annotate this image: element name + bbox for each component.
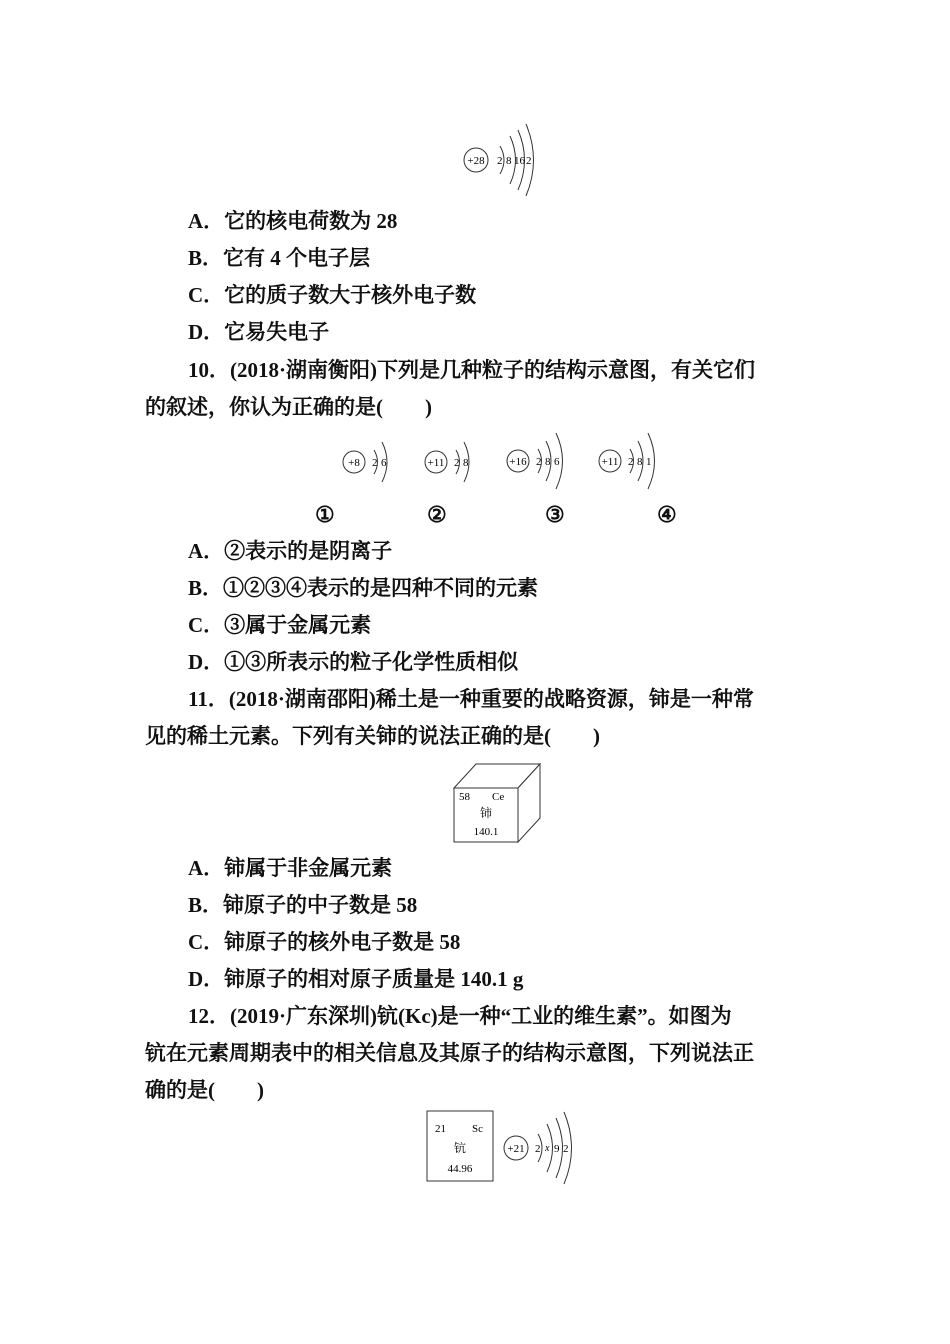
- q10-p4-shell-1: 2: [628, 456, 634, 468]
- q9-shell-3: 16: [514, 155, 525, 167]
- q9-shell-2: 8: [506, 155, 512, 167]
- q11-option-a: A．铈属于非金属元素: [188, 856, 393, 880]
- q10-p3-shell-3: 6: [554, 456, 560, 468]
- q12-element-symbol: Sc: [472, 1123, 483, 1135]
- q12-stem-line1: 12．(2019·广东深圳)钪(Kc)是一种“工业的维生素”。如图为: [188, 1004, 732, 1028]
- q12-atomic-mass: 44.96: [447, 1163, 473, 1175]
- q10-p2-nucleus: +11: [427, 457, 445, 469]
- q10-particle-1-diagram: [338, 434, 408, 490]
- q12-element-name: 钪: [453, 1141, 467, 1155]
- q10-label-2: ②: [427, 502, 447, 527]
- q10-p4-nucleus: +11: [601, 456, 619, 468]
- q11-option-b: B．铈原子的中子数是 58: [188, 893, 418, 917]
- q11-option-d: D．铈原子的相对原子质量是 140.1 g: [188, 967, 524, 991]
- q12-nucleus: +21: [507, 1143, 525, 1155]
- q12-atomic-number: 21: [435, 1123, 446, 1135]
- q10-p4-shell-2: 8: [637, 456, 643, 468]
- q10-particle-3-diagram: [502, 430, 582, 492]
- q12-shell-3: 9: [554, 1143, 560, 1155]
- q10-stem-line2: 的叙述，你认为正确的是( ): [145, 395, 432, 419]
- q9-shell-1: 2: [497, 155, 503, 167]
- q10-label-3: ③: [545, 502, 565, 527]
- q10-p1-shell-2: 6: [381, 457, 387, 469]
- q11-atomic-mass: 140.1: [473, 826, 499, 838]
- q9-nucleus: +28: [467, 155, 485, 167]
- q10-particle-4-diagram: [594, 430, 674, 492]
- q11-stem-line1: 11．(2018·湖南邵阳)稀土是一种重要的战略资源，铈是一种常: [188, 687, 754, 711]
- q11-atomic-number: 58: [459, 791, 470, 803]
- q11-element-cube: [452, 762, 544, 844]
- q10-option-d: D．①③所表示的粒子化学性质相似: [188, 650, 519, 674]
- q12-shell-4: 2: [563, 1143, 569, 1155]
- q9-option-d: D．它易失电子: [188, 320, 330, 344]
- q10-p3-shell-2: 8: [545, 456, 551, 468]
- q10-p3-nucleus: +16: [509, 456, 527, 468]
- q12-shell-1: 2: [535, 1143, 541, 1155]
- q10-particle-2-diagram: [420, 434, 490, 490]
- q10-p2-shell-2: 8: [463, 457, 469, 469]
- q10-option-a: A．②表示的是阴离子: [188, 539, 393, 563]
- q9-option-a: A．它的核电荷数为 28: [188, 209, 398, 233]
- q10-p2-shell-1: 2: [454, 457, 460, 469]
- q10-p1-nucleus: +8: [348, 457, 360, 469]
- q11-element-name: 铈: [479, 806, 493, 820]
- q9-option-c: C．它的质子数大于核外电子数: [188, 283, 477, 307]
- q10-option-b: B．①②③④表示的是四种不同的元素: [188, 576, 539, 600]
- q12-atom-diagram: [500, 1110, 590, 1186]
- q11-option-c: C．铈原子的核外电子数是 58: [188, 930, 461, 954]
- q9-option-b: B．它有 4 个电子层: [188, 246, 371, 270]
- q10-option-c: C．③属于金属元素: [188, 613, 372, 637]
- q10-p1-shell-1: 2: [372, 457, 378, 469]
- q12-stem-line3: 确的是( ): [145, 1078, 264, 1102]
- q10-label-4: ④: [657, 502, 677, 527]
- q12-shell-2: x: [545, 1143, 550, 1154]
- q12-stem-line2: 钪在元素周期表中的相关信息及其原子的结构示意图，下列说法正: [145, 1041, 754, 1065]
- q9-shell-4: 2: [526, 155, 532, 167]
- q10-label-1: ①: [315, 502, 335, 527]
- q12-element-box: [426, 1110, 496, 1184]
- q11-element-symbol: Ce: [492, 791, 505, 803]
- q11-stem-line2: 见的稀土元素。下列有关铈的说法正确的是( ): [145, 724, 600, 748]
- q10-p4-shell-3: 1: [646, 456, 652, 468]
- q10-stem-line1: 10．(2018·湖南衡阳)下列是几种粒子的结构示意图，有关它们: [188, 358, 755, 382]
- q10-p3-shell-1: 2: [536, 456, 542, 468]
- q9-atom-diagram: [458, 122, 548, 198]
